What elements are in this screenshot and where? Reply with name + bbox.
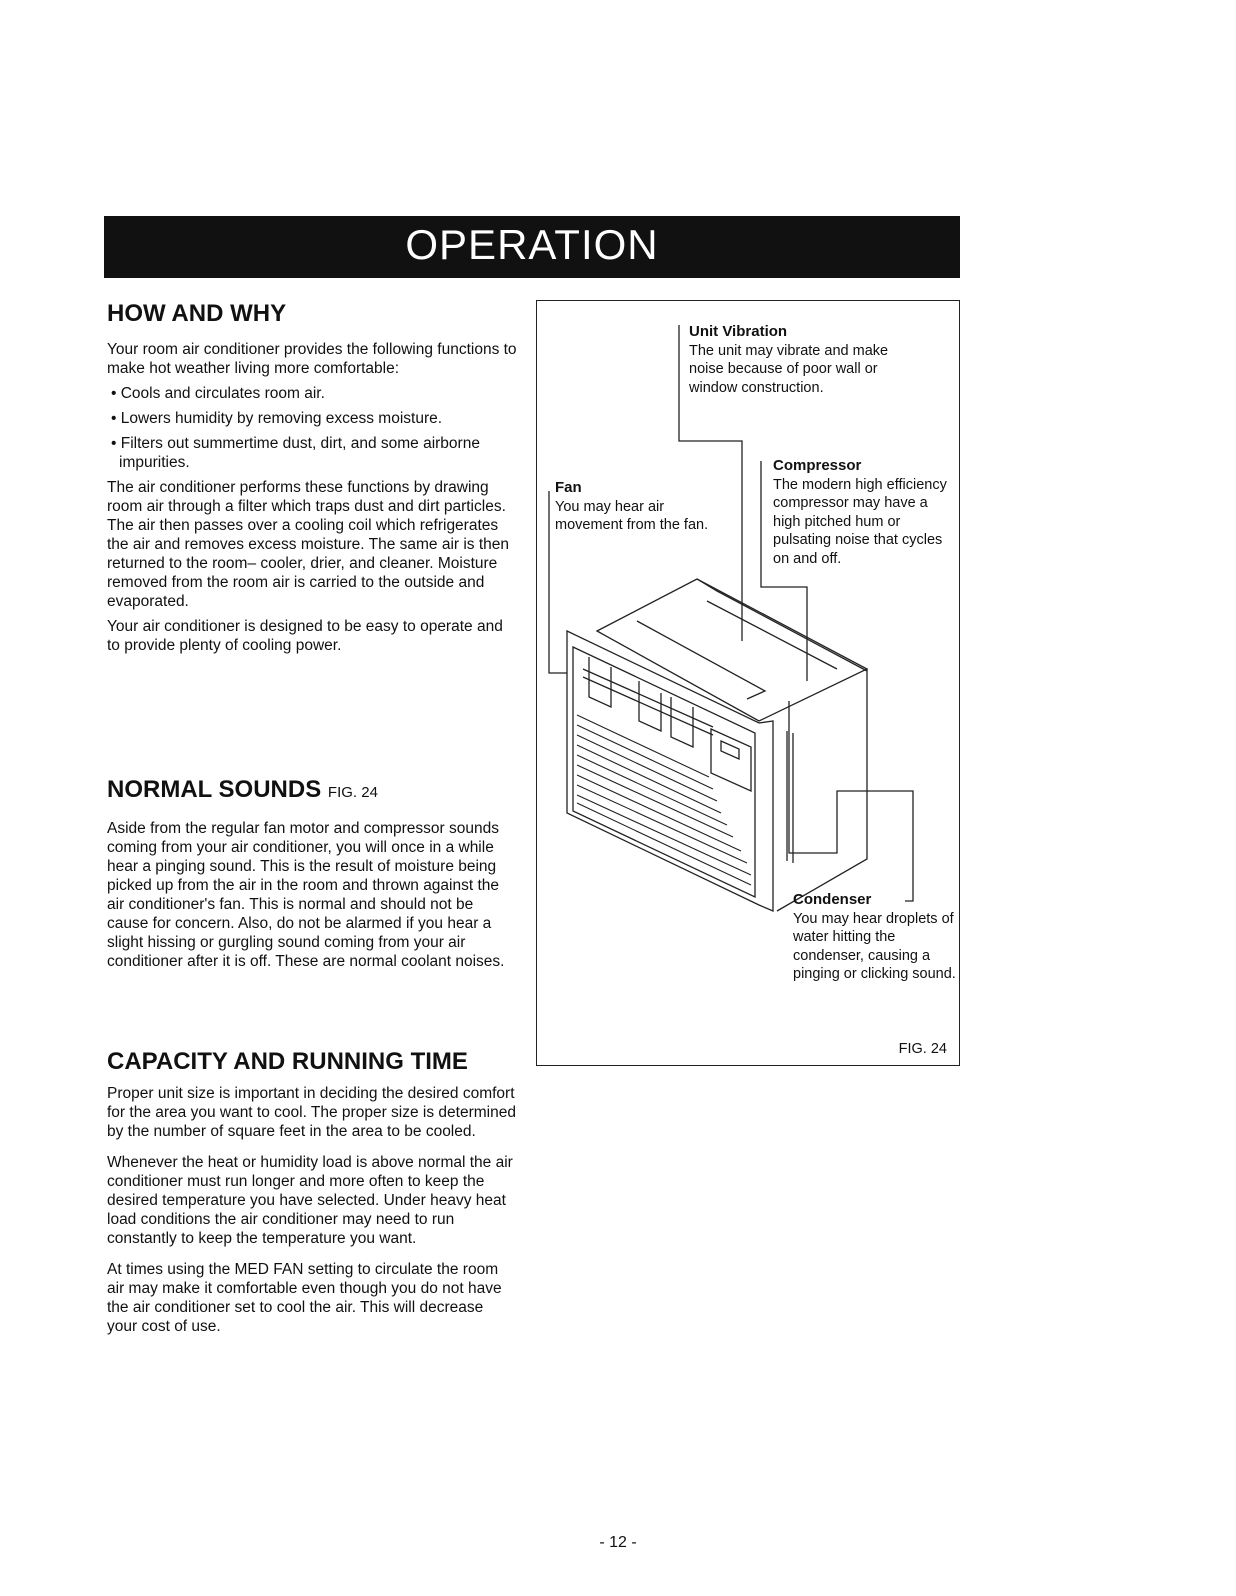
callout-fan bbox=[555, 479, 725, 535]
how-and-why-paragraph-2: Your air conditioner is designed to be easy to operate and to provide plenty of cooling power. bbox=[107, 618, 503, 654]
fan-text: You may hear air movement from the fan. bbox=[555, 498, 709, 533]
callout-unit-vibration bbox=[689, 323, 889, 397]
capacity-section bbox=[107, 1048, 517, 1336]
list-item: • Filters out summertime dust, dirt, and some airborne impurities. bbox=[111, 435, 480, 471]
how-and-why-intro: Your room air conditioner provides the following functions to make hot weather living more comfortable: bbox=[107, 341, 517, 377]
page-number: - 12 - bbox=[599, 1534, 637, 1551]
how-and-why-heading: HOW AND WHY bbox=[107, 300, 287, 327]
section-banner bbox=[104, 216, 960, 278]
list-item: • Cools and circulates room air. bbox=[111, 385, 325, 402]
compressor-title: Compressor bbox=[773, 457, 862, 474]
fan-title: Fan bbox=[555, 479, 582, 496]
callout-condenser bbox=[793, 891, 959, 984]
fig-reference: FIG. 24 bbox=[327, 784, 378, 801]
capacity-paragraph-1: Proper unit size is important in deciding the desired comfort for the area you want to cool. The proper size is determined by the number of square feet in the area to be cooled. bbox=[107, 1085, 516, 1140]
functions-list bbox=[107, 384, 517, 472]
capacity-heading: CAPACITY AND RUNNING TIME bbox=[107, 1048, 468, 1075]
unit-vibration-title: Unit Vibration bbox=[689, 323, 788, 340]
normal-sounds-heading-row bbox=[107, 776, 517, 807]
how-and-why-section bbox=[107, 300, 517, 655]
figure-label: FIG. 24 bbox=[898, 1041, 947, 1057]
figure-24 bbox=[536, 300, 960, 1066]
capacity-paragraph-3: At times using the MED FAN setting to circulate the room air may make it comfortable even though you do not have the air conditioner set to cool the air. This will decrease your cost of use. bbox=[107, 1261, 502, 1335]
unit-vibration-text: The unit may vibrate and make noise because of poor wall or window construction. bbox=[689, 342, 889, 396]
capacity-paragraph-2: Whenever the heat or humidity load is above normal the air conditioner must run longer and more often to keep the desired temperature you have selected. Under heavy heat load conditions the air conditioner may need to run constantly to keep the temperature you want. bbox=[107, 1154, 513, 1247]
list-item: • Lowers humidity by removing excess moisture. bbox=[111, 410, 443, 427]
normal-sounds-heading: NORMAL SOUNDS bbox=[107, 776, 322, 803]
banner-title: OPERATION bbox=[405, 221, 659, 268]
callout-compressor bbox=[773, 457, 957, 568]
condenser-title: Condenser bbox=[793, 891, 872, 908]
normal-sounds-section bbox=[107, 776, 517, 971]
normal-sounds-paragraph: Aside from the regular fan motor and compressor sounds coming from your air conditioner, you will once in a while hear a pinging sound. This is the result of moisture being picked up from the air in the room and thrown against the air conditioner's fan. This is normal and should not be cause for concern. Also, do not be alarmed if you hear a slight hissing or gurgling sound coming from your air conditioner after it is off. These are normal coolant noises. bbox=[107, 820, 505, 970]
how-and-why-paragraph-1: The air conditioner performs these functions by drawing room air through a filter which traps dust and dirt particles. The air then passes over a cooling coil which refrigerates the air and removes excess moisture. The same air is then returned to the room– cooler, drier, and cleaner. Moisture removed from the room air is carried to the outside and evaporated. bbox=[107, 479, 510, 610]
condenser-text: You may hear droplets of water hitting the condenser, causing a pinging or clicking sound. bbox=[793, 910, 956, 982]
compressor-text: The modern high efficiency compressor may have a high pitched hum or pulsating noise that cycles on and off. bbox=[773, 476, 947, 567]
